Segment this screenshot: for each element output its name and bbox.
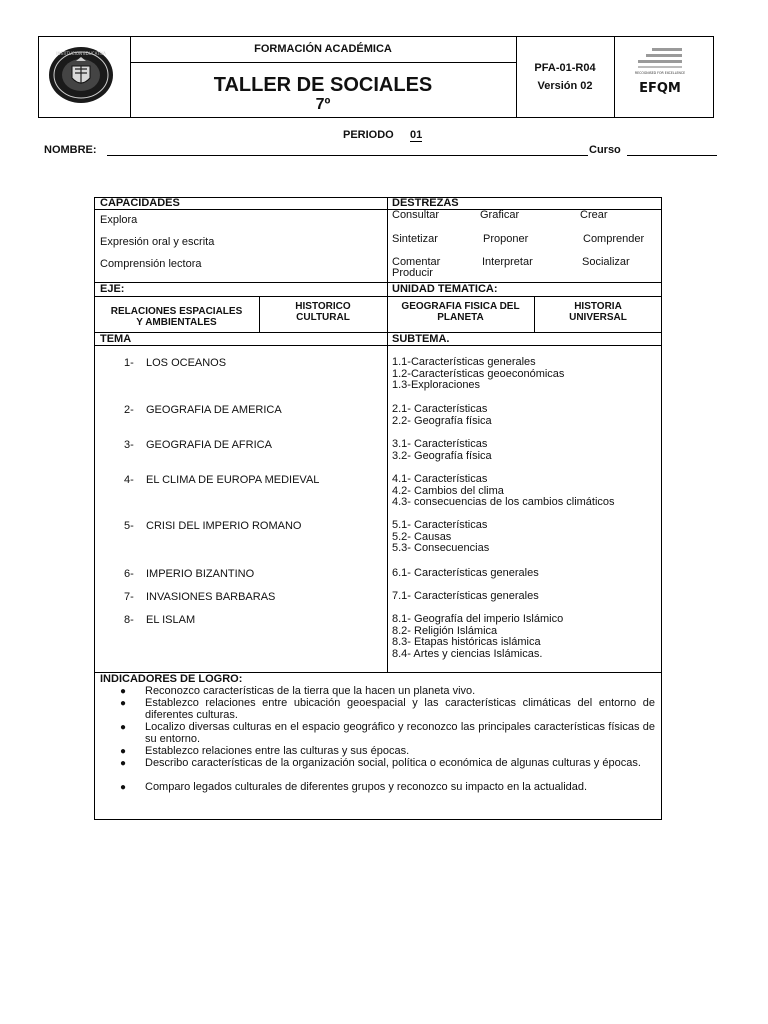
bullet-icon: ● bbox=[120, 722, 127, 733]
eje-col-1: RELACIONES ESPACIALES Y AMBIENTALES bbox=[110, 306, 243, 328]
page-title: TALLER DE SOCIALES bbox=[213, 74, 433, 96]
nombre-field[interactable] bbox=[107, 155, 588, 156]
row-line bbox=[94, 209, 662, 210]
row-line bbox=[94, 332, 662, 333]
curso-field[interactable] bbox=[627, 155, 717, 156]
row-line bbox=[94, 282, 662, 283]
indicador-item: Establezco relaciones entre las culturas y sus épocas. bbox=[145, 745, 410, 757]
curso-label: Curso bbox=[589, 144, 621, 156]
bullet-icon: ● bbox=[120, 686, 127, 697]
seal-text: INSTITUCION EDUCATIVA bbox=[56, 51, 106, 56]
unidad-header: UNIDAD TEMATICA: bbox=[392, 283, 498, 295]
indicadores-header: INDICADORES DE LOGRO: bbox=[100, 673, 243, 685]
document-code: PFA-01-R04 bbox=[534, 62, 596, 74]
destreza-item: Crear bbox=[580, 209, 608, 221]
tema-header: TEMA bbox=[100, 333, 132, 345]
destreza-item: Proponer bbox=[483, 233, 529, 245]
bullet-icon: ● bbox=[120, 758, 127, 769]
destreza-item: Interpretar bbox=[482, 256, 533, 268]
capacidad-item: Comprensión lectora bbox=[100, 258, 202, 270]
destreza-item: Sintetizar bbox=[392, 233, 438, 245]
efqm-small-text: RECOGNISED FOR EXCELLENCE bbox=[634, 71, 686, 75]
destreza-item: Consultar bbox=[392, 209, 440, 221]
org-title: FORMACIÓN ACADÉMICA bbox=[254, 43, 392, 55]
destreza-item: Socializar bbox=[582, 256, 630, 268]
capacidad-item: Expresión oral y escrita bbox=[100, 236, 215, 248]
document-version: Versión 02 bbox=[537, 80, 593, 92]
header-divider-horizontal bbox=[130, 62, 516, 63]
header-divider-right bbox=[614, 36, 615, 118]
bullet-icon: ● bbox=[120, 782, 127, 793]
periodo-label: PERIODO bbox=[343, 129, 394, 141]
header-divider-mid bbox=[516, 36, 517, 118]
destreza-item: Comprender bbox=[583, 233, 645, 245]
col-line bbox=[387, 197, 388, 672]
capacidad-item: Explora bbox=[100, 214, 138, 226]
eje-col-2: HISTORICO CULTURAL bbox=[295, 301, 351, 323]
subtema-header: SUBTEMA. bbox=[392, 333, 450, 345]
bullet-icon: ● bbox=[120, 698, 127, 709]
row-line bbox=[94, 345, 662, 346]
destreza-item: Producir bbox=[392, 267, 433, 279]
destreza-item: Graficar bbox=[480, 209, 520, 221]
school-seal-icon bbox=[48, 46, 114, 104]
row-line bbox=[94, 296, 662, 297]
efqm-logo-icon bbox=[632, 46, 688, 100]
unidad-col-2: HISTORIA UNIVERSAL bbox=[569, 301, 627, 323]
unidad-col-1: GEOGRAFIA FISICA DEL PLANETA bbox=[401, 301, 520, 323]
capacidades-header: CAPACIDADES bbox=[100, 197, 180, 209]
nombre-label: NOMBRE: bbox=[44, 144, 97, 156]
indicador-item: Comparo legados culturales de diferentes grupos y reconozco su impacto en la actualidad. bbox=[145, 781, 588, 793]
indicador-item: Establezco relaciones entre ubicación geoespacial y las características climáticas del entorno de diferentes culturas. bbox=[145, 697, 655, 721]
destreza-item: Comentar bbox=[392, 256, 441, 268]
periodo-value: 01 bbox=[410, 129, 423, 141]
indicador-item: Reconozco características de la tierra que la hacen un planeta vivo. bbox=[145, 685, 476, 697]
bullet-icon: ● bbox=[120, 746, 127, 757]
grade-label: 7º bbox=[315, 96, 331, 113]
destrezas-header: DESTREZAS bbox=[392, 197, 459, 209]
efqm-brand-text: EFQM bbox=[639, 81, 681, 96]
indicador-item: Describo características de la organización social, política o económica de algunas culturas y épocas. bbox=[145, 757, 641, 769]
indicador-item: Localizo diversas culturas en el espacio geográfico y reconozco las principales características físicas de su entorno. bbox=[145, 721, 655, 745]
eje-header: EJE: bbox=[100, 283, 125, 295]
